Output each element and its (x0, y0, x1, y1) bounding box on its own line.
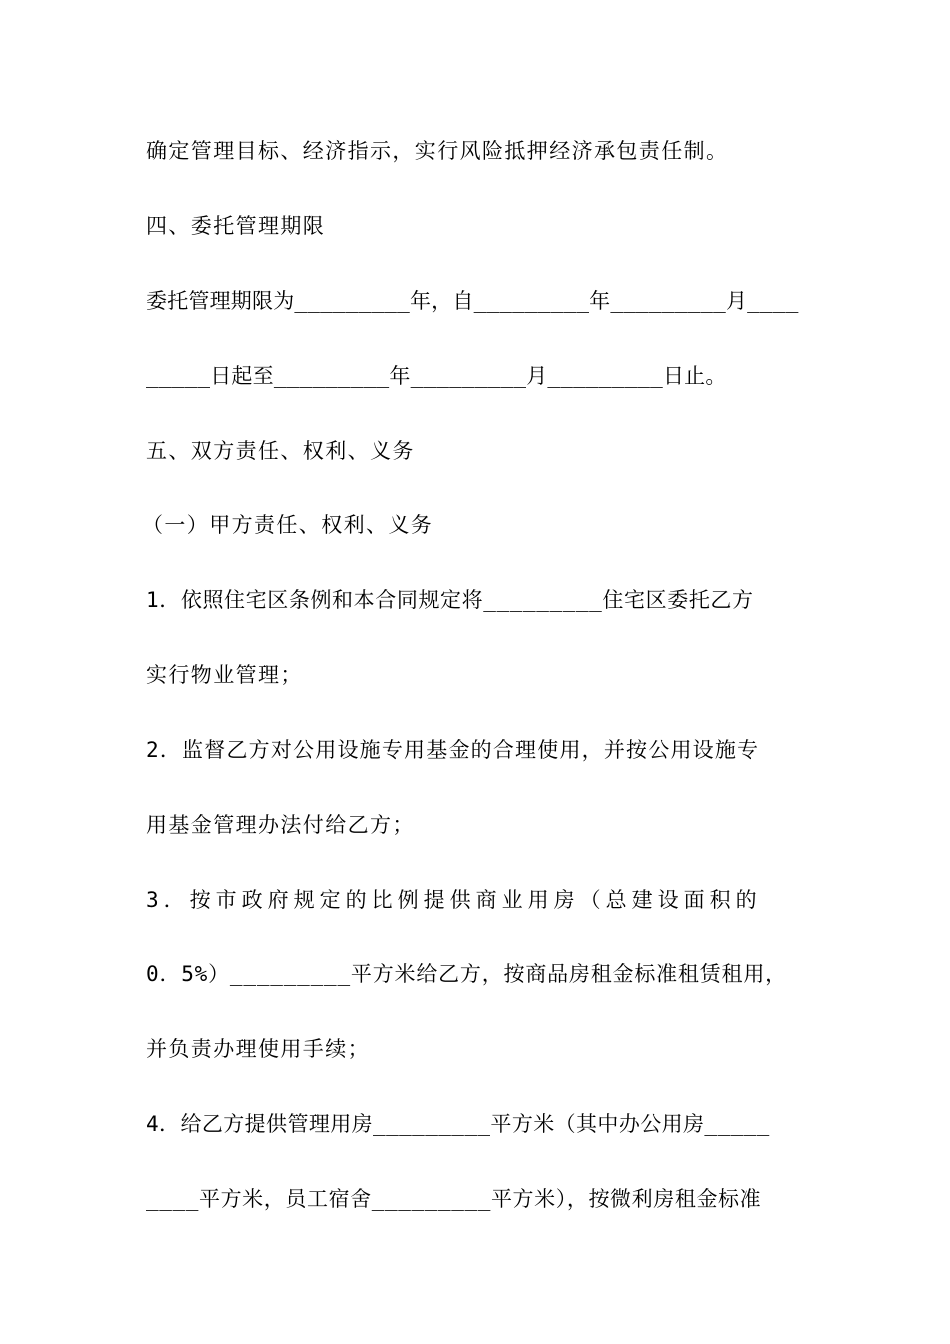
paragraph-line-11: 3．按市政府规定的比例提供商业用房（总建设面积的 (146, 888, 762, 912)
section-heading-5: 五、双方责任、权利、义务 (146, 439, 415, 463)
paragraph-line-1: 确定管理目标、经济指示，实行风险抵押经济承包责任制。 (146, 139, 729, 163)
paragraph-line-4: _____日起至_________年_________月_________日止。 (146, 364, 727, 388)
paragraph-line-8: 实行物业管理； (146, 663, 303, 687)
paragraph-line-15: ____平方米，员工宿舍_________平方米），按微利房租金标准 (146, 1187, 762, 1211)
paragraph-line-3: 委托管理期限为_________年，自_________年_________月____ (146, 289, 799, 313)
subsection-heading-1: （一）甲方责任、权利、义务 (142, 513, 434, 537)
paragraph-line-14: 4．给乙方提供管理用房_________平方米（其中办公用房_____ (146, 1112, 770, 1136)
section-heading-4: 四、委托管理期限 (146, 214, 326, 238)
paragraph-line-13: 并负责办理使用手续； (146, 1037, 370, 1061)
paragraph-line-9: 2．监督乙方对公用设施专用基金的合理使用，并按公用设施专 (146, 738, 760, 762)
paragraph-line-10: 用基金管理办法付给乙方； (146, 813, 415, 837)
paragraph-line-12: 0．5%）_________平方米给乙方，按商品房租金标准租赁租用， (146, 962, 787, 986)
paragraph-line-7: 1．依照住宅区条例和本合同规定将_________住宅区委托乙方 (146, 588, 754, 612)
